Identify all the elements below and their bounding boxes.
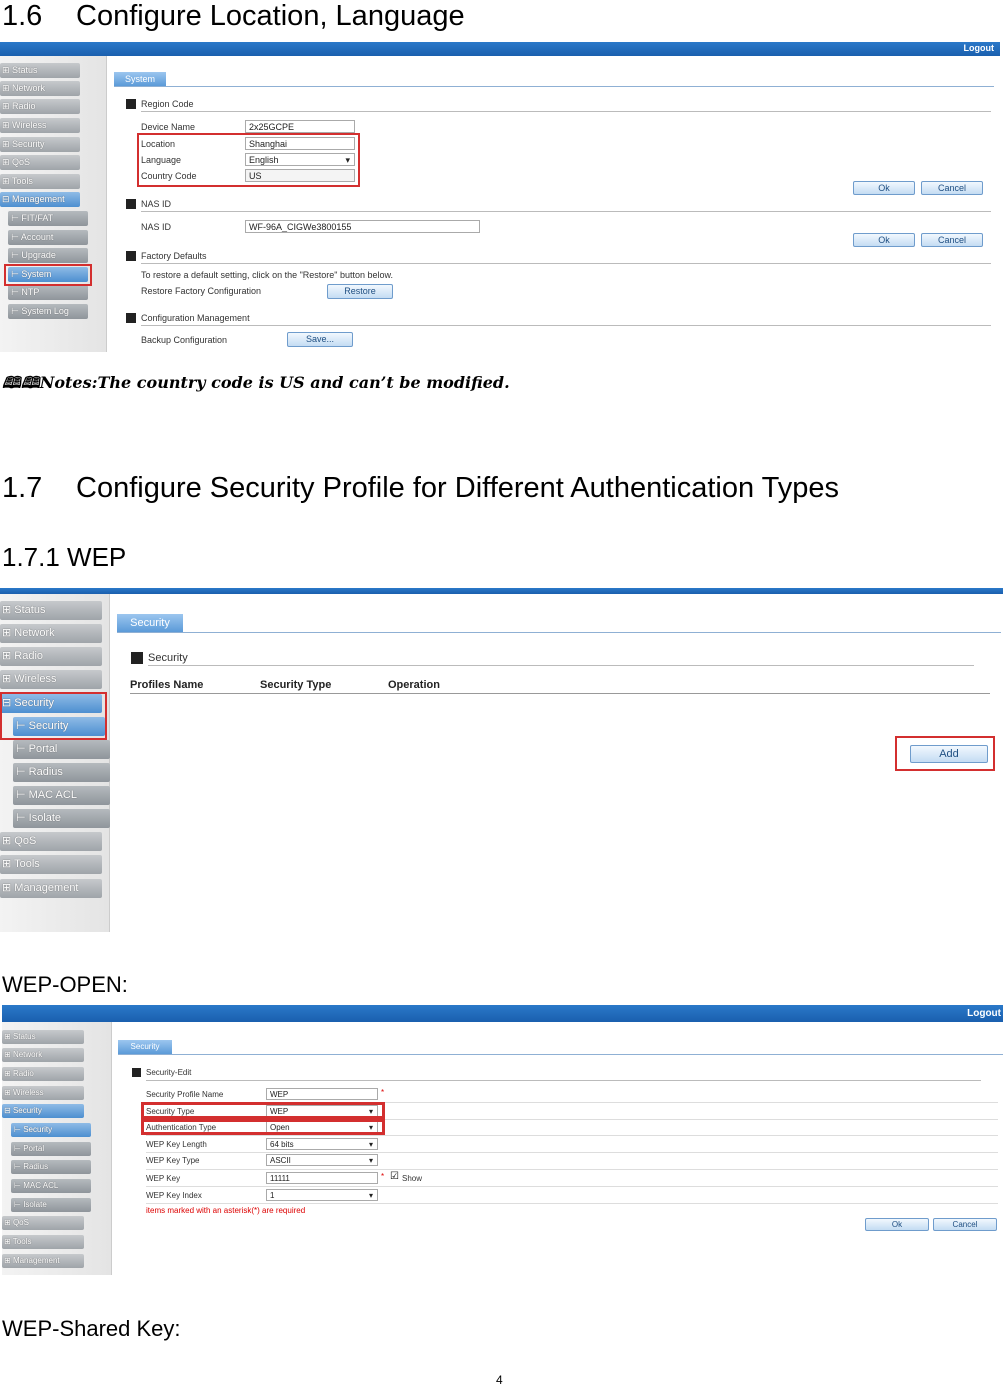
menu-radio[interactable]: ⊞ Radio <box>0 99 80 114</box>
wep-key-index-select[interactable]: 1 ▾ <box>266 1189 378 1201</box>
menu-wireless[interactable]: ⊞ Wireless <box>0 670 102 689</box>
menu-radio[interactable]: ⊞ Radio <box>2 1067 84 1081</box>
wep-key-field[interactable]: 11111 <box>266 1172 378 1184</box>
nas-id-field[interactable]: WF-96A_CIGWe3800155 <box>245 220 480 233</box>
menu-security[interactable]: ⊞ Security <box>0 137 80 152</box>
menu-tools[interactable]: ⊞ Tools <box>0 174 80 189</box>
submenu-upgrade[interactable]: ⊢ Upgrade <box>8 248 88 263</box>
menu-management[interactable]: ⊟ Management <box>0 192 80 207</box>
tab-underline <box>118 1054 1003 1055</box>
section-security-edit: Security-Edit <box>146 1068 192 1077</box>
wep-key-index-label: WEP Key Index <box>146 1191 202 1200</box>
submenu-portal[interactable]: ⊢ Portal <box>11 1142 91 1156</box>
region-cancel-button[interactable]: Cancel <box>921 181 983 195</box>
tab-security[interactable]: Security <box>117 614 183 632</box>
security-type-select[interactable]: WEP ▾ <box>266 1105 378 1117</box>
main-content <box>110 594 1003 932</box>
section-marker <box>126 199 136 209</box>
section-rule <box>141 111 991 112</box>
col-security-type: Security Type <box>260 679 332 691</box>
highlight-auth-type <box>141 1119 385 1135</box>
language-select[interactable]: English ▾ <box>245 153 355 166</box>
section-rule <box>141 325 991 326</box>
highlight-location-language <box>137 133 360 187</box>
screenshot-security-list <box>0 588 1003 932</box>
submenu-radius[interactable]: ⊢ Radius <box>11 1160 91 1174</box>
dropdown-arrow-icon: ▾ <box>368 1107 373 1116</box>
section-configuration-management: Configuration Management <box>141 313 250 323</box>
sidebar <box>2 1022 112 1275</box>
heading-text: Configure Security Profile for Different Authentication Types <box>76 472 840 504</box>
region-ok-button[interactable]: Ok <box>853 181 915 195</box>
logout-link[interactable]: Logout <box>967 1008 1001 1019</box>
row-rule <box>146 1135 998 1136</box>
menu-tools[interactable]: ⊞ Tools <box>2 1235 84 1249</box>
menu-qos[interactable]: ⊞ QoS <box>0 832 102 851</box>
row-rule <box>146 1203 998 1204</box>
submenu-security[interactable]: ⊢ Security <box>13 717 105 736</box>
tab-security[interactable]: Security <box>118 1040 172 1054</box>
section-nas-id: NAS ID <box>141 199 172 209</box>
menu-wireless[interactable]: ⊞ Wireless <box>2 1086 84 1100</box>
country-code-label: Country Code <box>141 171 197 181</box>
highlight-security-menu <box>0 692 107 740</box>
table-header-rule <box>130 693 990 694</box>
top-bar <box>2 1005 1003 1022</box>
heading-number: 1.6 <box>2 0 43 32</box>
nas-cancel-button[interactable]: Cancel <box>921 233 983 247</box>
section-security: Security <box>148 652 188 664</box>
heading-1-7 <box>2 472 839 505</box>
show-label: Show <box>402 1174 423 1183</box>
menu-status[interactable]: ⊞ Status <box>2 1030 84 1044</box>
menu-wireless[interactable]: ⊞ Wireless <box>0 118 80 133</box>
heading-1-6 <box>2 0 465 33</box>
top-bar <box>0 42 1000 56</box>
submenu-ntp[interactable]: ⊢ NTP <box>8 285 88 300</box>
main-content <box>112 1022 1003 1275</box>
backup-label: Backup Configuration <box>141 335 228 345</box>
section-rule <box>148 665 974 666</box>
menu-status[interactable]: ⊞ Status <box>0 63 80 78</box>
submenu-system-log[interactable]: ⊢ System Log <box>8 304 88 319</box>
row-rule <box>146 1169 998 1170</box>
restore-hint: To restore a default setting, click on the "Restore" button below. <box>141 270 394 280</box>
submenu-fitfat[interactable]: ⊢ FIT/FAT <box>8 211 88 226</box>
section-region-code: Region Code <box>141 99 194 109</box>
section-rule <box>141 263 991 264</box>
section-factory-defaults: Factory Defaults <box>141 251 207 261</box>
restore-label: Restore Factory Configuration <box>141 286 262 296</box>
wep-key-type-label: WEP Key Type <box>146 1156 200 1165</box>
note-text: 🕮🕮Notes:The country code is US and can’t be modified. <box>2 373 510 392</box>
sidebar <box>0 56 107 352</box>
heading-number: 1.7 <box>2 472 43 504</box>
col-operation: Operation <box>388 679 440 691</box>
section-marker <box>132 1068 141 1077</box>
submenu-system[interactable]: ⊢ System <box>8 267 88 282</box>
sidebar <box>0 594 110 932</box>
section-rule <box>146 1080 981 1081</box>
row-rule <box>146 1186 998 1187</box>
profile-name-field[interactable]: WEP <box>266 1088 378 1100</box>
device-name-field[interactable]: 2x25GCPE <box>245 120 355 133</box>
submenu-radius[interactable]: ⊢ Radius <box>13 763 110 782</box>
section-marker <box>126 99 136 109</box>
wep-key-label: WEP Key <box>146 1174 181 1183</box>
menu-qos[interactable]: ⊞ QoS <box>0 155 80 170</box>
page-number: 4 <box>496 1373 503 1387</box>
required-asterisk: * <box>381 1088 385 1097</box>
submenu-portal[interactable]: ⊢ Portal <box>13 740 110 759</box>
logout-link[interactable]: Logout <box>963 43 994 53</box>
dropdown-arrow-icon: ▾ <box>368 1140 373 1149</box>
tab-underline <box>114 86 994 87</box>
auth-type-select[interactable]: Open ▾ <box>266 1121 378 1133</box>
save-button[interactable]: Save... <box>287 332 353 347</box>
row-rule <box>146 1152 998 1153</box>
submenu-account[interactable]: ⊢ Account <box>8 230 88 245</box>
nas-id-label: NAS ID <box>141 222 172 232</box>
submenu-isolate[interactable]: ⊢ Isolate <box>11 1198 91 1212</box>
security-type-label: Security Type <box>146 1107 195 1116</box>
cancel-button[interactable]: Cancel <box>933 1218 997 1231</box>
heading-text: Configure Location, Language <box>76 0 465 32</box>
section-marker <box>126 251 136 261</box>
screenshot-system <box>0 42 1000 352</box>
restore-button[interactable]: Restore <box>327 284 393 299</box>
ok-button[interactable]: Ok <box>865 1218 929 1231</box>
menu-security[interactable]: ⊟ Security <box>2 1104 84 1118</box>
country-code-field: US <box>245 169 355 182</box>
dropdown-arrow-icon: ▾ <box>368 1191 373 1200</box>
section-marker <box>131 652 143 664</box>
menu-status[interactable]: ⊞ Status <box>0 601 102 620</box>
heading-1-7-1: 1.7.1 WEP <box>2 542 127 572</box>
wep-key-length-label: WEP Key Length <box>146 1140 207 1149</box>
section-marker <box>126 313 136 323</box>
wep-key-length-select[interactable]: 64 bits ▾ <box>266 1138 378 1150</box>
wep-key-type-select[interactable]: ASCII ▾ <box>266 1154 378 1166</box>
highlight-system-menu <box>4 264 92 286</box>
menu-network[interactable]: ⊞ Network <box>2 1048 84 1062</box>
menu-management[interactable]: ⊞ Management <box>0 879 102 898</box>
submenu-isolate[interactable]: ⊢ Isolate <box>13 809 110 828</box>
menu-tools[interactable]: ⊞ Tools <box>0 855 102 874</box>
device-name-label: Device Name <box>141 122 196 132</box>
location-label: Location <box>141 139 176 149</box>
menu-network[interactable]: ⊞ Network <box>0 81 80 96</box>
section-rule <box>141 211 991 212</box>
menu-management[interactable]: ⊞ Management <box>2 1254 84 1268</box>
add-button[interactable]: Add <box>910 745 988 763</box>
submenu-mac-acl[interactable]: ⊢ MAC ACL <box>11 1179 91 1193</box>
location-field[interactable]: Shanghai <box>245 137 355 150</box>
profile-name-label: Security Profile Name <box>146 1090 224 1099</box>
menu-security[interactable]: ⊟ Security <box>0 694 102 713</box>
highlight-security-type <box>141 1102 385 1119</box>
label-wep-shared-key: WEP-Shared Key: <box>2 1316 181 1341</box>
required-note: items marked with an asterisk(*) are required <box>146 1206 306 1215</box>
nas-ok-button[interactable]: Ok <box>853 233 915 247</box>
highlight-add-button <box>895 736 995 771</box>
language-label: Language <box>141 155 182 165</box>
show-checkbox[interactable]: ☑ <box>390 1171 399 1182</box>
submenu-mac-acl[interactable]: ⊢ MAC ACL <box>13 786 110 805</box>
dropdown-arrow-icon: ▾ <box>368 1156 373 1165</box>
tab-system[interactable]: System <box>114 72 166 86</box>
submenu-security[interactable]: ⊢ Security <box>11 1123 91 1137</box>
auth-type-label: Authentication Type <box>146 1123 217 1132</box>
dropdown-arrow-icon: ▾ <box>345 155 350 165</box>
label-wep-open: WEP-OPEN: <box>2 972 128 997</box>
menu-radio[interactable]: ⊞ Radio <box>0 647 102 666</box>
dropdown-arrow-icon: ▾ <box>368 1123 373 1132</box>
menu-network[interactable]: ⊞ Network <box>0 624 102 643</box>
screenshot-security-edit <box>2 1005 1003 1275</box>
col-profiles-name: Profiles Name <box>130 679 204 691</box>
main-content <box>107 56 1000 352</box>
tab-underline <box>117 632 1001 633</box>
required-asterisk: * <box>381 1172 385 1181</box>
menu-qos[interactable]: ⊞ QoS <box>2 1216 84 1230</box>
